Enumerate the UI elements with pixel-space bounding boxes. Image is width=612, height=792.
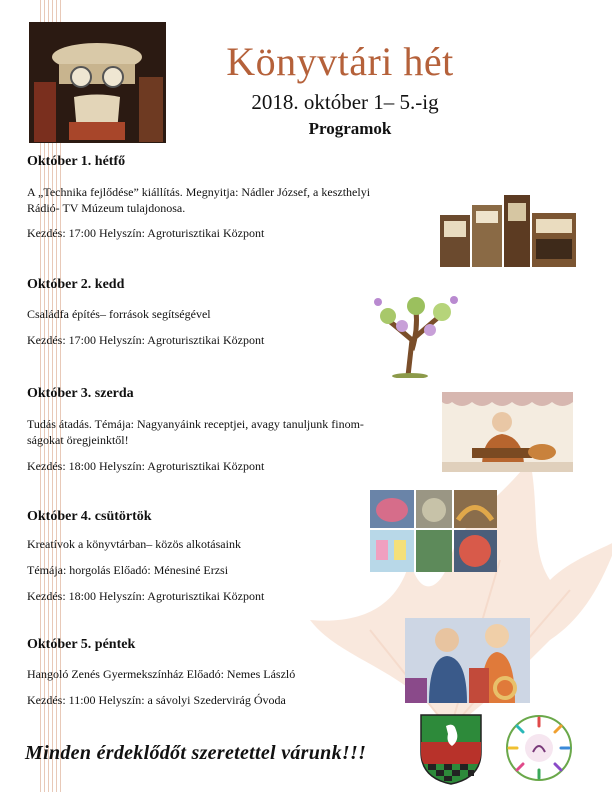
- day-5-description: Hangoló Zenés Gyermekszínház Előadó: Nemes László: [27, 667, 296, 681]
- day-4-description: Kreatívok a könyvtárban– közös alkotásaink: [27, 537, 241, 551]
- day-2-description: Családfa építés– források segítségével: [27, 307, 211, 321]
- day-3-heading: Október 3. szerda: [27, 386, 134, 401]
- crochet-collage-image: [370, 490, 497, 572]
- date-range: 2018. október 1– 5.-ig: [251, 90, 439, 114]
- day-3-description-line: Tudás átadás. Témája: Nagyanyáink receptjei, avagy tanuljunk finom-: [27, 417, 364, 431]
- programs-heading: Programok: [308, 119, 392, 138]
- kindergarten-logo-image: [503, 712, 575, 784]
- day-3-description-line: ságokat öregjeinktől!: [27, 433, 129, 447]
- day-3-description: [27, 416, 437, 448]
- day-4-heading: Október 4. csütörtök: [27, 509, 152, 524]
- day-1-description-line: A „Technika fejlődése” kiállítás. Megnyitja: Nádler József, a keszthelyi: [27, 185, 371, 199]
- family-tree-image: [368, 290, 463, 378]
- grandmother-cooking-image: [442, 392, 573, 472]
- day-4-topic: Témája: horgolás Előadó: Ménesiné Erzsi: [27, 563, 229, 577]
- puppet-theatre-image: [405, 618, 530, 703]
- coat-of-arms-image: [418, 712, 484, 786]
- day-1-details: Kezdés: 17:00 Helyszín: Agroturisztikai Központ: [27, 226, 265, 240]
- day-1-description-line: Rádió- TV Múzeum tulajdonosa.: [27, 201, 186, 215]
- vintage-radios-image: [440, 195, 577, 273]
- day-2-details: Kezdés: 17:00 Helyszín: Agroturisztikai Központ: [27, 333, 265, 347]
- day-3-details: Kezdés: 18:00 Helyszín: Agroturisztikai Központ: [27, 459, 265, 473]
- day-5-heading: Október 5. péntek: [27, 637, 136, 652]
- day-5-details: Kezdés: 11:00 Helyszín: a sávolyi Szedervirág Óvoda: [27, 693, 286, 707]
- day-1-heading: Október 1. hétfő: [27, 154, 126, 169]
- page-title: Könyvtári hét: [226, 39, 454, 84]
- day-1-description: [27, 184, 432, 216]
- day-4-details: Kezdés: 18:00 Helyszín: Agroturisztikai Központ: [27, 589, 265, 603]
- day-2-heading: Október 2. kedd: [27, 277, 125, 292]
- closing-message: Minden érdeklődőt szeretettel várunk!!!: [25, 742, 367, 764]
- books-face-image: [29, 22, 166, 143]
